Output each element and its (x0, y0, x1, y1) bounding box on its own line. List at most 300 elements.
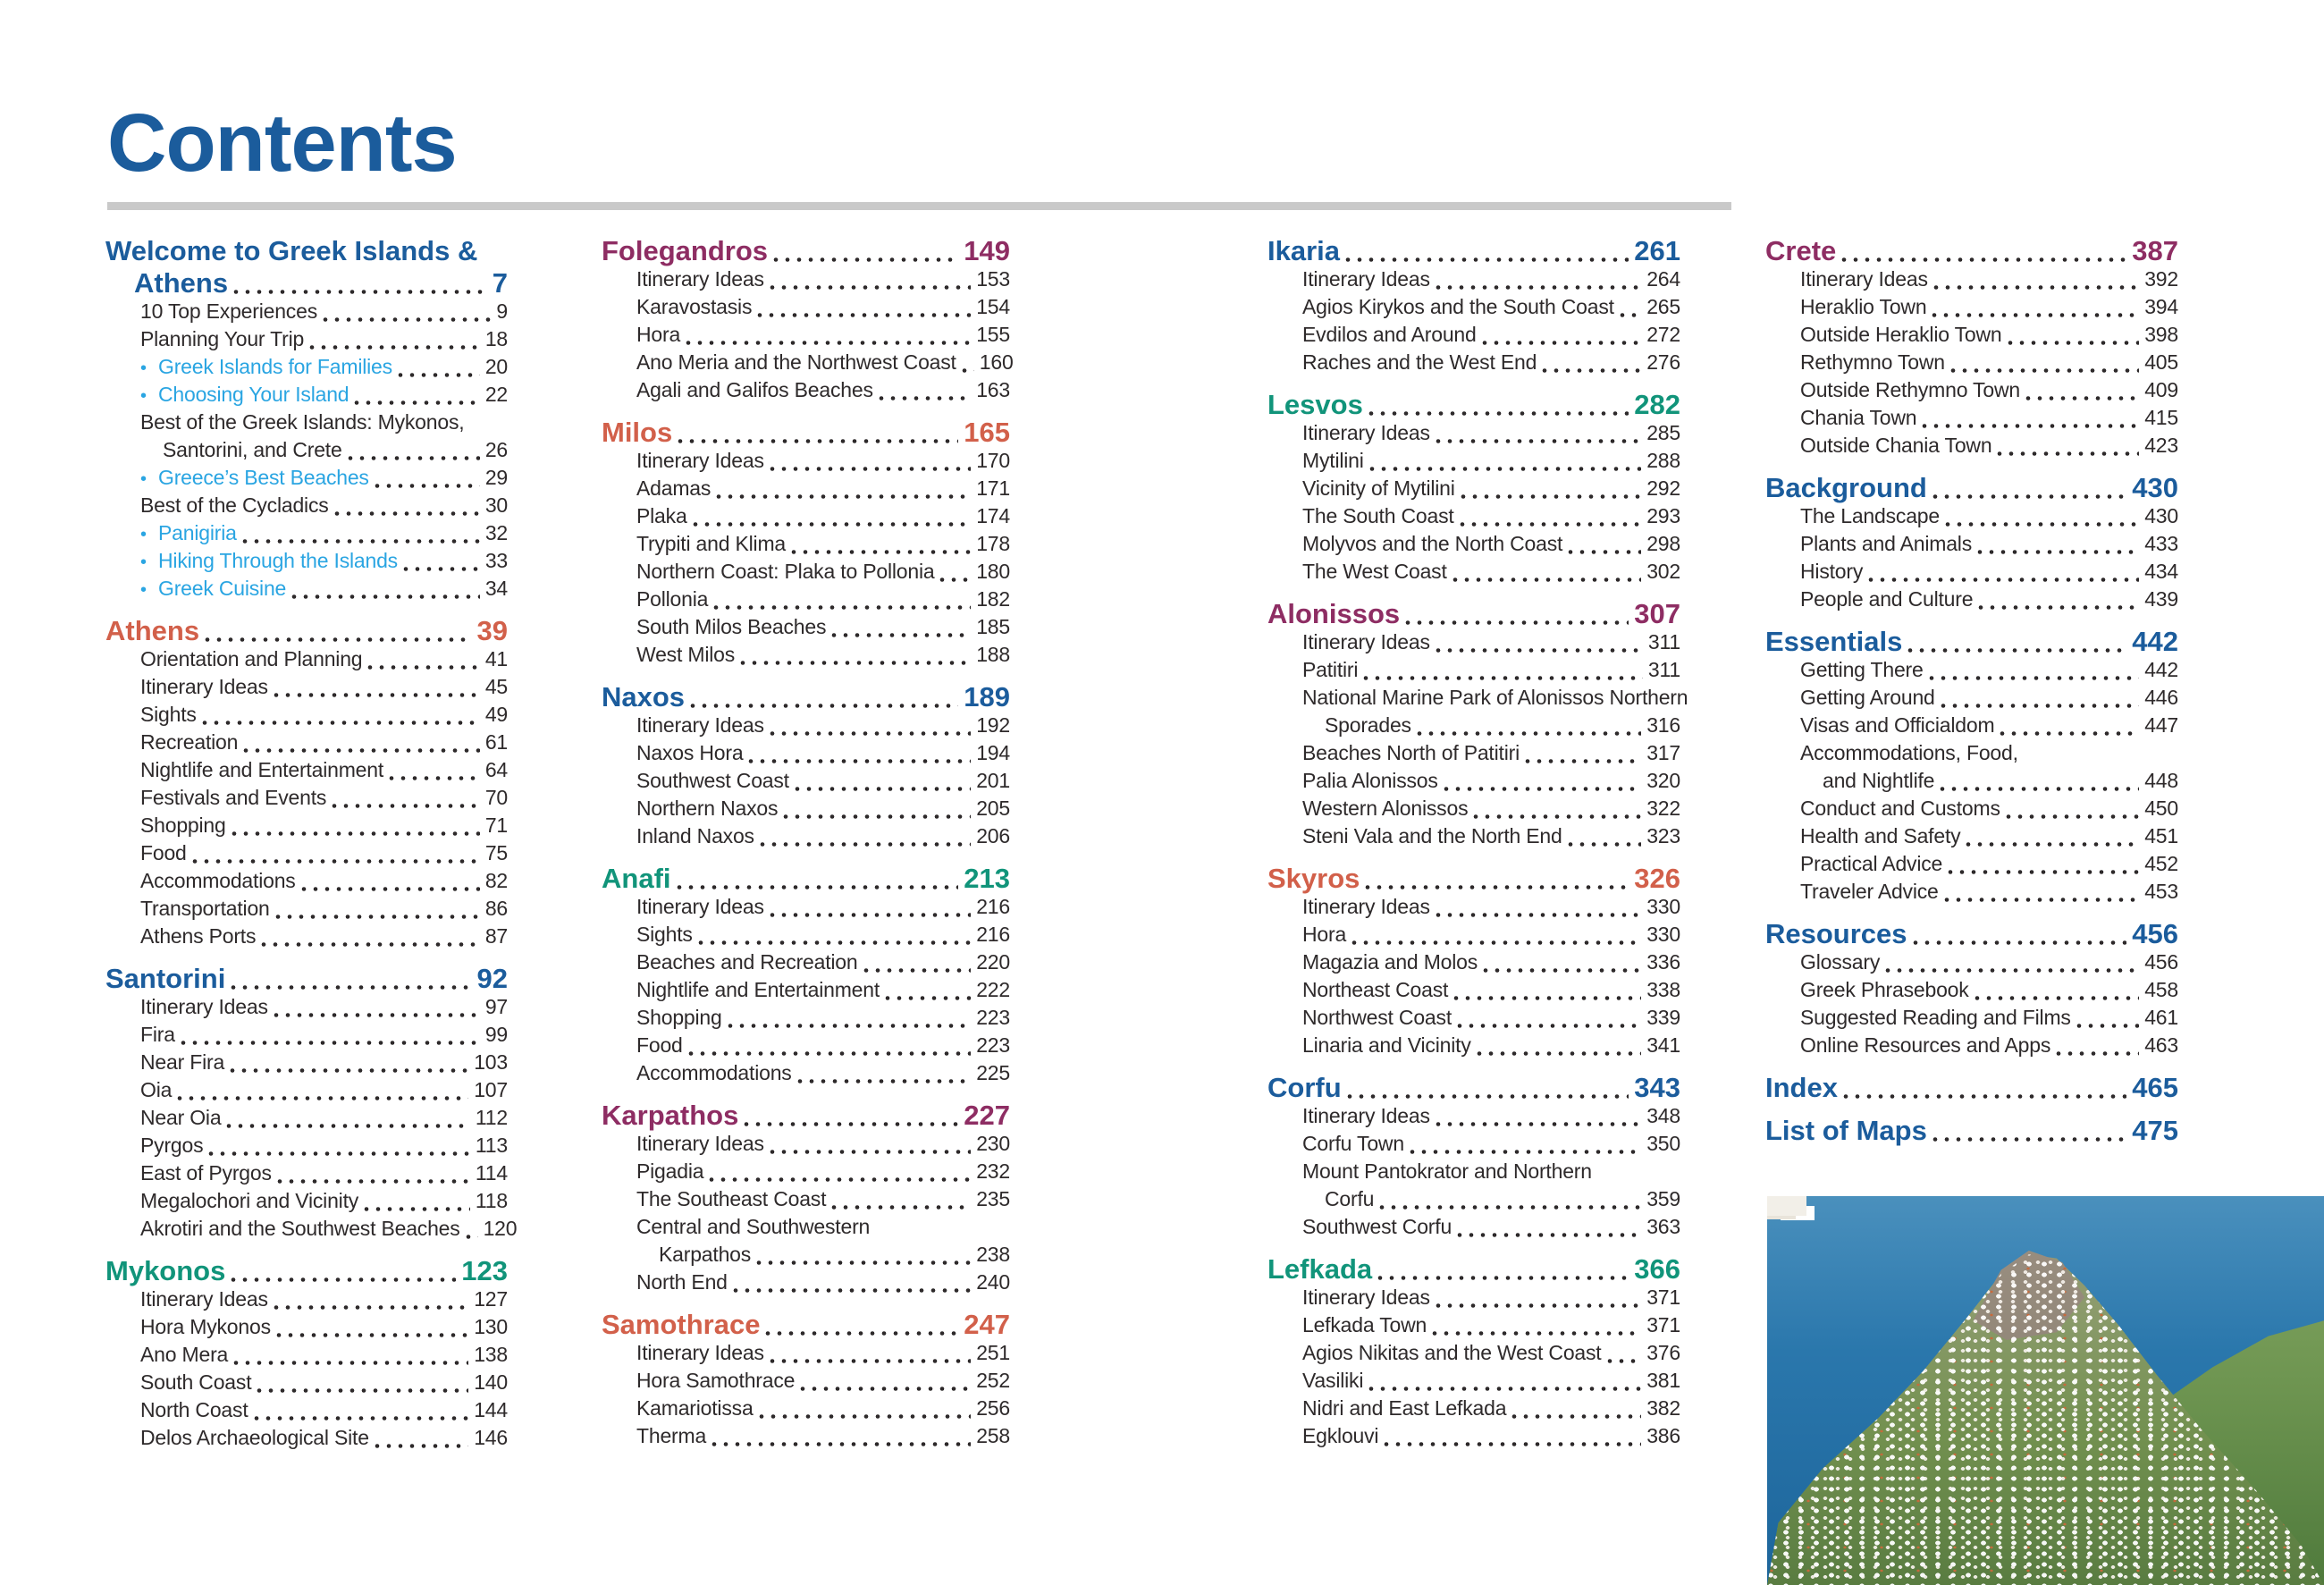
leader-dots (1922, 424, 2139, 428)
page-number: 316 (1646, 713, 1680, 737)
entry-label: The Southeast Coast (636, 1187, 827, 1210)
page-number: 223 (976, 1033, 1010, 1057)
page-number: 61 (484, 730, 508, 754)
toc-entry (1267, 950, 1680, 978)
leader-dots (1477, 1051, 1642, 1056)
leader-dots (783, 814, 971, 819)
toc-entry (105, 493, 508, 521)
section-title: Resources (1765, 918, 1907, 949)
leader-dots (1568, 842, 1642, 847)
page-number: 285 (1646, 421, 1680, 444)
page-number: 41 (484, 647, 508, 670)
toc-entry (105, 730, 508, 758)
toc-entry (105, 814, 508, 841)
page-number: 298 (1646, 532, 1680, 555)
section-title: Santorini (105, 963, 226, 994)
leader-dots (831, 1205, 971, 1210)
toc-entry (105, 703, 508, 730)
leader-dots (2025, 396, 2139, 400)
entry-label: Linaria and Vicinity (1302, 1033, 1471, 1057)
page-number: 120 (483, 1217, 518, 1240)
entry-label: Best of the Greek Islands: Mykonos, (140, 410, 465, 434)
leader-dots (1966, 842, 2139, 847)
leader-dots (1436, 913, 1641, 917)
page-number: 256 (976, 1396, 1010, 1420)
page-title: Contents (107, 97, 457, 189)
section-title: Athens (105, 615, 200, 646)
leader-dots (688, 1051, 972, 1056)
leader-dots (713, 605, 971, 610)
leader-dots (1940, 787, 2139, 791)
entry-label: Beaches North of Patitiri (1302, 741, 1520, 764)
page-number: 376 (1646, 1341, 1680, 1364)
entry-label: Egklouvi (1302, 1424, 1379, 1447)
page-number: 272 (1646, 323, 1680, 346)
leader-dots (364, 1207, 470, 1211)
leader-dots (334, 511, 480, 516)
toc-entry (1765, 323, 2178, 350)
leader-dots (1977, 550, 2139, 554)
entry-label: Itinerary Ideas (636, 713, 764, 737)
page-number: 293 (1646, 504, 1680, 527)
page-number: 366 (1634, 1253, 1680, 1285)
toc-entry (1267, 449, 1680, 476)
toc-section-header (105, 1255, 508, 1287)
page-number: 170 (976, 449, 1010, 472)
entry-label: Vicinity of Mytilini (1302, 476, 1455, 500)
toc-entry (1267, 532, 1680, 560)
toc-entry (105, 647, 508, 675)
leader-dots (1436, 1122, 1641, 1126)
toc-entry (105, 521, 508, 549)
toc-section (1765, 626, 2178, 907)
bullet-icon: • (140, 386, 147, 406)
toc-section (1765, 235, 2178, 461)
page-number: 227 (964, 1100, 1010, 1131)
leader-dots (277, 1179, 470, 1184)
page-number: 32 (484, 521, 508, 544)
toc-entry (602, 1006, 1010, 1033)
page-number: 463 (2144, 1033, 2178, 1057)
toc-entry (1267, 978, 1680, 1006)
page-number: 138 (474, 1343, 508, 1366)
toc-column-2 (602, 235, 1014, 1463)
entry-label: Chania Town (1800, 406, 1917, 429)
page-number: 452 (2144, 852, 2178, 875)
leader-dots (1410, 1150, 1641, 1154)
entry-label: Hiking Through the Islands (158, 549, 398, 572)
leader-dots (261, 942, 480, 947)
entry-label: Outside Chania Town (1800, 434, 1992, 457)
leader-dots (332, 804, 480, 808)
leader-dots (181, 1041, 480, 1045)
entry-label: National Marine Park of Alonissos Northern (1302, 686, 1688, 709)
toc-entry (1267, 267, 1680, 295)
page-number: 180 (976, 560, 1010, 583)
leader-dots (1377, 1276, 1629, 1280)
entry-label: Nightlife and Entertainment (140, 758, 384, 781)
page-number: 343 (1634, 1072, 1680, 1103)
entry-label: Hora (636, 323, 681, 346)
entry-label: Agios Kirykos and the South Coast (1302, 295, 1614, 318)
leader-dots (1432, 1331, 1641, 1336)
entry-label: Northeast Coast (1302, 978, 1449, 1001)
toc-section (105, 235, 508, 604)
entry-label: Best of the Cycladics (140, 493, 329, 517)
toc-entry (1765, 1006, 2178, 1033)
leader-dots (231, 985, 471, 990)
toc-section (602, 681, 1010, 852)
toc-section-header (1267, 598, 1680, 630)
page-number: 123 (461, 1255, 508, 1286)
toc-entry (105, 1023, 508, 1050)
toc-entry (1765, 769, 2178, 797)
page-number: 154 (976, 295, 1010, 318)
entry-label: Beaches and Recreation (636, 950, 858, 974)
toc-entry (1267, 824, 1680, 852)
toc-entry (602, 824, 1010, 852)
leader-dots (205, 637, 471, 642)
leader-dots (831, 633, 971, 637)
leader-dots (1436, 648, 1643, 653)
toc-entry (105, 299, 508, 327)
section-title: Ikaria (1267, 235, 1341, 266)
leader-dots (1461, 494, 1642, 499)
leader-dots (759, 1414, 972, 1419)
toc-entry (1267, 1424, 1680, 1452)
toc-entry (602, 923, 1010, 950)
toc-entry-wrap-line (602, 1215, 1010, 1243)
page-number: 450 (2144, 797, 2178, 820)
toc-entry (105, 577, 508, 604)
entry-label: Therma (636, 1424, 707, 1447)
toc-entry (602, 476, 1010, 504)
leader-dots (733, 1288, 971, 1293)
toc-section (105, 615, 508, 952)
toc-section-header (1267, 1253, 1680, 1286)
entry-label: Conduct and Customs (1800, 797, 2000, 820)
leader-dots (770, 731, 971, 736)
entry-label: Magazia and Molos (1302, 950, 1478, 974)
leader-dots (740, 661, 971, 665)
leader-dots (748, 759, 971, 763)
page-number: 409 (2144, 378, 2178, 401)
page-number: 174 (976, 504, 1010, 527)
leader-dots (1620, 313, 1641, 317)
entry-label: Greek Cuisine (158, 577, 287, 600)
toc-entry (602, 895, 1010, 923)
toc-section-header (1765, 918, 2178, 950)
page-number: 165 (964, 417, 1010, 448)
entry-label: Festivals and Events (140, 786, 327, 809)
entry-label: Panigiria (158, 521, 237, 544)
toc-entry (1267, 1369, 1680, 1396)
leader-dots (765, 1331, 958, 1336)
entry-label: Itinerary Ideas (140, 1287, 268, 1311)
toc-entry (105, 1343, 508, 1370)
entry-label: Online Resources and Apps (1800, 1033, 2051, 1057)
page-number: 127 (474, 1287, 508, 1311)
page-number: 338 (1646, 978, 1680, 1001)
toc-column-4 (1765, 235, 2178, 1158)
leader-dots (744, 1122, 958, 1126)
page-number: 371 (1646, 1286, 1680, 1309)
page-number: 475 (2132, 1115, 2178, 1146)
page-number: 430 (2132, 472, 2178, 503)
leader-dots (1941, 704, 2140, 708)
bullet-icon: • (140, 358, 147, 378)
section-title: Corfu (1267, 1072, 1342, 1103)
section-title: Essentials (1765, 626, 1903, 657)
entry-label: Corfu Town (1302, 1132, 1404, 1155)
leader-dots (1511, 1414, 1641, 1419)
toc-entry (602, 950, 1010, 978)
toc-entry (105, 1050, 508, 1078)
toc-entry (105, 438, 508, 466)
page-number: 185 (976, 615, 1010, 638)
entry-label: Glossary (1800, 950, 1881, 974)
leader-dots (686, 341, 971, 345)
section-title: Lesvos (1267, 389, 1363, 420)
entry-label: Itinerary Ideas (140, 995, 268, 1018)
toc-entry (1765, 587, 2178, 615)
entry-label: West Milos (636, 643, 736, 666)
page-number: 118 (475, 1189, 508, 1212)
leader-dots (1369, 467, 1642, 471)
toc-section (1267, 1253, 1680, 1452)
page-number: 453 (2144, 880, 2178, 903)
entry-label: Suggested Reading and Films (1800, 1006, 2071, 1029)
leader-dots (1345, 257, 1629, 262)
toc-entry (1267, 658, 1680, 686)
leader-dots (709, 1177, 971, 1182)
toc-entry (1765, 532, 2178, 560)
leader-dots (885, 996, 971, 1000)
page-number: 258 (976, 1424, 1010, 1447)
entry-label: Inland Naxos (636, 824, 754, 847)
page-number: 163 (976, 378, 1010, 401)
entry-label: Itinerary Ideas (1302, 895, 1430, 918)
section-title: Naxos (602, 681, 686, 712)
page-number: 230 (976, 1132, 1010, 1155)
leader-dots (712, 1442, 971, 1446)
entry-label: Itinerary Ideas (636, 1341, 764, 1364)
entry-label: Outside Rethymno Town (1800, 378, 2020, 401)
entry-label: Transportation (140, 897, 270, 920)
toc-entry (1765, 560, 2178, 587)
leader-dots (1975, 996, 2140, 1000)
toc-entry (105, 1134, 508, 1161)
entry-label: Hora Samothrace (636, 1369, 796, 1392)
entry-label: Kamariotissa (636, 1396, 754, 1420)
leader-dots (1347, 1094, 1629, 1099)
entry-label: Naxos Hora (636, 741, 744, 764)
entry-label: Karavostasis (636, 295, 753, 318)
leader-dots (232, 831, 480, 836)
entry-label: Vasiliki (1302, 1369, 1364, 1392)
leader-dots (1885, 968, 2139, 973)
leader-dots (1436, 1303, 1641, 1308)
toc-entry (1267, 1313, 1680, 1341)
leader-dots (1907, 648, 2126, 653)
toc-entry (1765, 797, 2178, 824)
page-number: 216 (976, 923, 1010, 946)
toc-entry (105, 1398, 508, 1426)
page-number: 144 (474, 1398, 508, 1421)
page-number: 112 (475, 1106, 508, 1129)
toc-entry (602, 378, 1010, 406)
leader-dots (716, 494, 971, 499)
page-number: 225 (976, 1061, 1010, 1084)
leader-dots (1929, 676, 2140, 680)
toc-column-1 (105, 235, 518, 1464)
leader-dots (1542, 368, 1641, 373)
leader-dots (698, 940, 971, 945)
toc-entry (105, 897, 508, 924)
page-number: 9 (496, 299, 508, 323)
page-number: 20 (484, 355, 508, 378)
leader-dots (1978, 605, 2139, 610)
toc-entry (602, 978, 1010, 1006)
toc-entry (602, 532, 1010, 560)
entry-label: Itinerary Ideas (636, 1132, 764, 1155)
leader-dots (770, 1150, 971, 1154)
entry-label: Itinerary Ideas (1302, 267, 1430, 291)
page-number: 359 (1646, 1187, 1680, 1210)
entry-label: Accommodations, Food, (1800, 741, 2018, 764)
leader-dots (1473, 814, 1641, 819)
page-number: 282 (1634, 389, 1680, 420)
entry-label: The West Coast (1302, 560, 1447, 583)
page-number: 326 (1634, 863, 1680, 894)
page-number: 160 (979, 350, 1014, 374)
toc-entry (105, 869, 508, 897)
entry-label: Greece’s Best Beaches (158, 466, 369, 489)
leader-dots (1933, 285, 2139, 290)
page-number: 363 (1646, 1215, 1680, 1238)
leader-dots (233, 1361, 468, 1365)
toc-entry (105, 549, 508, 577)
entry-label: Megalochori and Vicinity (140, 1189, 359, 1212)
toc-entry (602, 1243, 1010, 1270)
toc-section (602, 417, 1010, 670)
toc-entry (1765, 852, 2178, 880)
leader-dots (770, 913, 971, 917)
entry-label: Outside Heraklio Town (1800, 323, 2002, 346)
toc-entry (602, 1341, 1010, 1369)
entry-label: Itinerary Ideas (1800, 267, 1928, 291)
page-number: 206 (976, 824, 1010, 847)
toc-entry (602, 1369, 1010, 1396)
toc-entry (105, 1370, 508, 1398)
section-title: List of Maps (1765, 1115, 1927, 1146)
leader-dots (301, 887, 480, 891)
toc-entry (105, 675, 508, 703)
leader-dots (1997, 451, 2139, 456)
entry-label: Agios Nikitas and the West Coast (1302, 1341, 1602, 1364)
page-number: 213 (964, 863, 1010, 894)
page-number: 461 (2144, 1006, 2178, 1029)
page-number: 434 (2144, 560, 2178, 583)
toc-section (1267, 389, 1680, 587)
leader-dots (1457, 1233, 1641, 1237)
page-number: 320 (1646, 769, 1680, 792)
entry-label: and Nightlife (1823, 769, 1935, 792)
leader-dots (962, 368, 974, 373)
section-title: Milos (602, 417, 673, 448)
toc-section (1765, 918, 2178, 1061)
page-number: 442 (2144, 658, 2178, 681)
leader-dots (1460, 522, 1642, 527)
leader-dots (1351, 940, 1641, 945)
section-title: Crete (1765, 235, 1837, 266)
toc-entry (602, 1424, 1010, 1452)
toc-entry (1267, 797, 1680, 824)
toc-section-header (1267, 1072, 1680, 1104)
leader-dots (1932, 313, 2139, 317)
entry-label: Palia Alonissos (1302, 769, 1438, 792)
page-number: 70 (484, 786, 508, 809)
leader-dots (1368, 411, 1629, 416)
section-title: Karpathos (602, 1100, 739, 1131)
toc-entry (1267, 923, 1680, 950)
toc-entry (602, 560, 1010, 587)
toc-entry (602, 1033, 1010, 1061)
section-title: Skyros (1267, 863, 1360, 894)
entry-label: The South Coast (1302, 504, 1454, 527)
entry-label: Lefkada Town (1302, 1313, 1427, 1336)
entry-label: Agali and Galifos Beaches (636, 378, 873, 401)
page-number: 39 (476, 615, 508, 646)
toc-section-header (602, 1309, 1010, 1341)
page-number: 386 (1646, 1424, 1680, 1447)
entry-label: North Coast (140, 1398, 248, 1421)
entry-label: Northern Naxos (636, 797, 779, 820)
toc-entry (1267, 1187, 1680, 1215)
page-number: 439 (2144, 587, 2178, 611)
entry-label: Central and Southwestern (636, 1215, 871, 1238)
toc-section-header (1765, 1072, 2178, 1104)
page-number: 240 (976, 1270, 1010, 1294)
page-number: 155 (976, 323, 1010, 346)
leader-dots (1368, 1387, 1641, 1391)
toc-section-header (602, 1100, 1010, 1132)
toc-entry (1267, 476, 1680, 504)
leader-dots (231, 1277, 456, 1282)
leader-dots (1945, 522, 2139, 527)
toc-entry (1267, 295, 1680, 323)
entry-label: Southwest Corfu (1302, 1215, 1452, 1238)
toc-entry (602, 587, 1010, 615)
leader-dots (939, 578, 971, 582)
toc-entry (1267, 1006, 1680, 1033)
toc-section (602, 235, 1014, 406)
entry-label: The Landscape (1800, 504, 1940, 527)
leader-dots (177, 1096, 468, 1100)
leader-dots (274, 1305, 468, 1310)
leader-dots (1868, 578, 2139, 582)
page-number: 330 (1646, 895, 1680, 918)
entry-label: South Coast (140, 1370, 252, 1394)
page-number: 446 (2144, 686, 2178, 709)
page-number: 188 (976, 643, 1010, 666)
entry-label: Oia (140, 1078, 173, 1101)
toc-entry (1765, 824, 2178, 852)
toc-section (105, 1255, 508, 1454)
leader-dots (230, 1068, 468, 1073)
toc-entry (105, 466, 508, 493)
toc-section-header (1765, 626, 2178, 658)
